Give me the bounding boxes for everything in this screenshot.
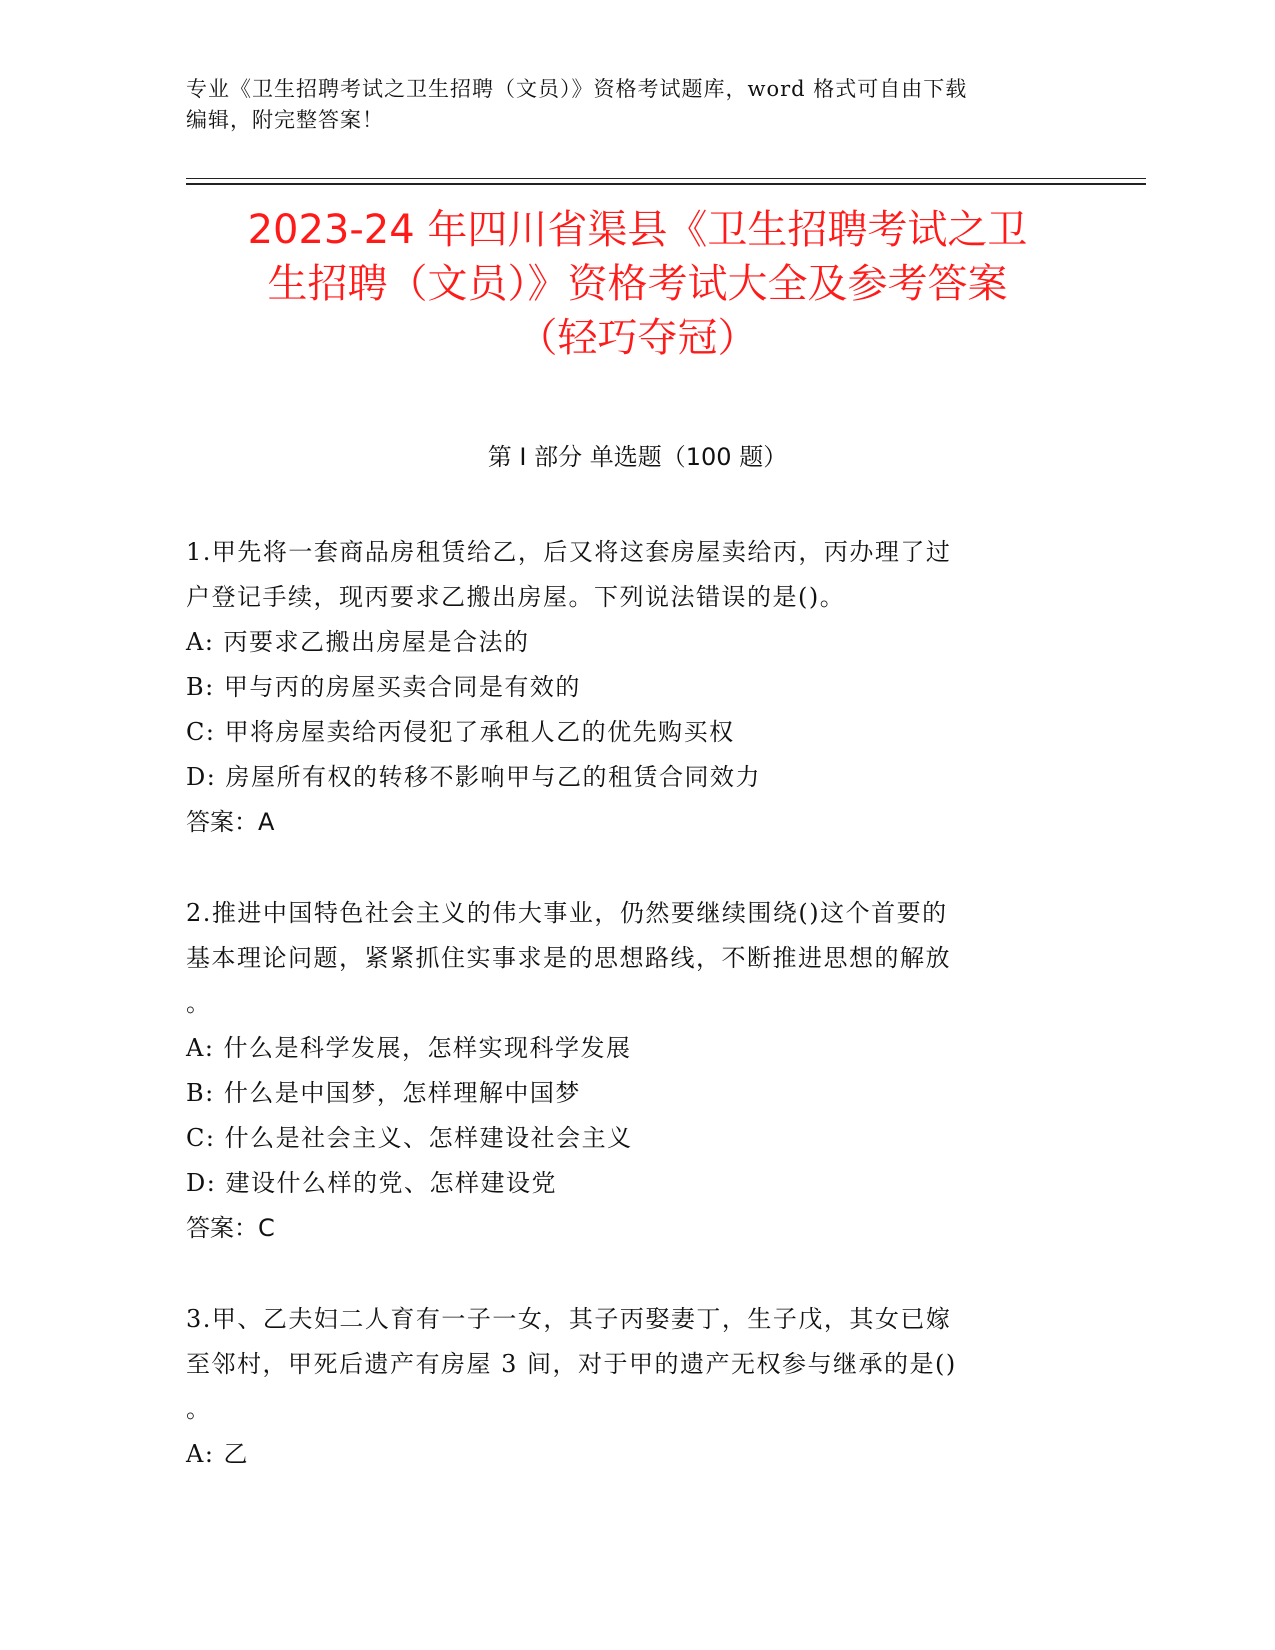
option-a: A: 什么是科学发展，怎样实现科学发展 xyxy=(186,1034,632,1062)
option-c: C: 甲将房屋卖给丙侵犯了承租人乙的优先购买权 xyxy=(186,718,735,746)
question-stem-line: 1.甲先将一套商品房租赁给乙，后又将这套房屋卖给丙，丙办理了过 xyxy=(186,538,952,566)
question-stem-line: 基本理论问题，紧紧抓住实事求是的思想路线，不断推进思想的解放 xyxy=(186,944,951,972)
question-stem-line: 2.推进中国特色社会主义的伟大事业，仍然要继续围绕()这个首要的 xyxy=(186,899,948,927)
question-3 xyxy=(186,1297,1066,1477)
question-stem-line: 户登记手续，现丙要求乙搬出房屋。下列说法错误的是()。 xyxy=(186,583,846,611)
header-note-line-1: 专业《卫生招聘考试之卫生招聘（文员）》资格考试题库，word 格式可自由下载 xyxy=(186,77,968,101)
option-c: C: 什么是社会主义、怎样建设社会主义 xyxy=(186,1124,633,1152)
question-2 xyxy=(186,891,1066,1251)
question-stem-line: 至邻村，甲死后遗产有房屋 3 间，对于甲的遗产无权参与继承的是() xyxy=(186,1350,957,1378)
section-heading: 第 I 部分 单选题（100 题） xyxy=(487,443,788,471)
header-note xyxy=(186,74,1066,136)
option-d: D: 房屋所有权的转移不影响甲与乙的租赁合同效力 xyxy=(186,763,761,791)
question-stem-line: 。 xyxy=(186,989,212,1017)
header-divider-thin xyxy=(186,178,1146,179)
title-line-3: （轻巧夺冠） xyxy=(517,315,758,361)
question-list xyxy=(186,530,1066,1523)
option-a: A: 乙 xyxy=(186,1440,250,1468)
answer-line: 答案：A xyxy=(186,808,275,836)
title-line-1: 2023-24 年四川省渠县《卫生招聘考试之卫 xyxy=(247,207,1028,253)
header-note-line-2: 编辑，附完整答案！ xyxy=(186,108,384,132)
option-b: B: 什么是中国梦，怎样理解中国梦 xyxy=(186,1079,581,1107)
document-title xyxy=(0,203,1275,365)
option-d: D: 建设什么样的党、怎样建设党 xyxy=(186,1169,557,1197)
answer-line: 答案：C xyxy=(186,1214,275,1242)
question-stem-line: 3.甲、乙夫妇二人育有一子一女，其子丙娶妻丁，生子戊，其女已嫁 xyxy=(186,1305,952,1333)
option-b: B: 甲与丙的房屋买卖合同是有效的 xyxy=(186,673,581,701)
option-a: A: 丙要求乙搬出房屋是合法的 xyxy=(186,628,530,656)
question-1 xyxy=(186,530,1066,845)
title-line-2: 生招聘（文员）》资格考试大全及参考答案 xyxy=(267,261,1008,307)
header-divider-thick xyxy=(186,183,1146,185)
question-stem-line: 。 xyxy=(186,1395,212,1423)
